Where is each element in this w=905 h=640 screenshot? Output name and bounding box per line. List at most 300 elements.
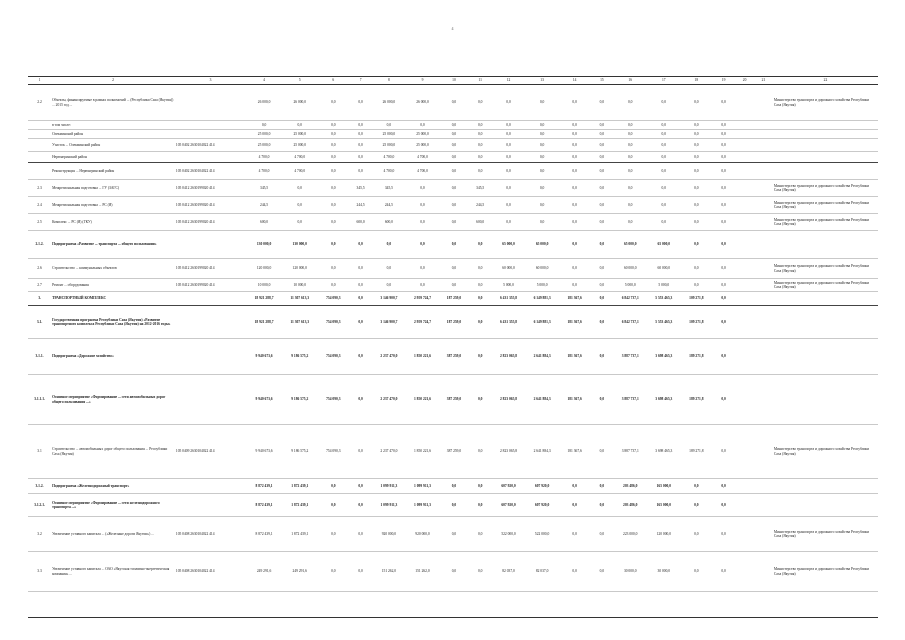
table-cell <box>754 121 773 130</box>
table-cell: 2 823 065,8 <box>492 425 526 479</box>
table-cell: 0,0 <box>559 121 590 130</box>
table-cell <box>28 163 51 180</box>
table-cell: 109 271,8 <box>681 306 712 339</box>
table-cell: 0,0 <box>492 197 526 214</box>
table-cell: 0,0 <box>712 121 735 130</box>
table-cell: 2 641 884,3 <box>525 425 559 479</box>
table-cell: 0,0 <box>439 479 468 494</box>
table-cell: 0,0 <box>439 552 468 592</box>
header-cell: 21 <box>754 77 773 85</box>
table-cell: 165 000,0 <box>647 494 681 517</box>
table-cell: 5 553 465,3 <box>647 292 681 306</box>
table-cell: 920 000,0 <box>406 517 440 552</box>
table-cell <box>735 231 754 259</box>
table-cell: 0,0 <box>492 214 526 231</box>
table-cell: 2 823 065,8 <box>492 375 526 425</box>
table-cell: 3 698 465,3 <box>647 375 681 425</box>
table-cell: 0,0 <box>525 85 559 121</box>
table-cell <box>735 279 754 292</box>
table-cell: Ремонт ... оборудования <box>51 279 175 292</box>
table-cell: 0,0 <box>372 231 406 259</box>
table-cell: 0,0 <box>559 479 590 494</box>
table-cell: 18 921 288,7 <box>246 306 282 339</box>
table-cell <box>754 163 773 180</box>
table-row <box>28 339 878 375</box>
header-cell: 1 <box>28 77 51 85</box>
table-cell: 0,0 <box>681 130 712 139</box>
table-cell: 0,0 <box>349 231 372 259</box>
table-cell <box>735 163 754 180</box>
header-cell: 7 <box>349 77 372 85</box>
table-cell: Министерство транспорта и дорожного хозяйства Республики Саха (Якутия) <box>773 279 878 292</box>
table-cell <box>773 163 878 180</box>
table-cell: 0,0 <box>590 163 613 180</box>
table-cell: 0,0 <box>439 180 468 197</box>
table-cell: 1 872 439,1 <box>282 479 318 494</box>
table-cell: 0,0 <box>439 130 468 139</box>
header-cell: 4 <box>246 77 282 85</box>
table-cell: 0,0 <box>318 517 349 552</box>
table-cell: 3 698 465,3 <box>647 425 681 479</box>
table-cell: 0,0 <box>647 214 681 231</box>
table-cell: 25 000,0 <box>282 130 318 139</box>
table-cell <box>735 306 754 339</box>
table-cell: 0,0 <box>439 163 468 180</box>
table-cell: 607 920,0 <box>492 494 526 517</box>
table-cell: 3.1 <box>28 425 51 479</box>
table-cell: 0,0 <box>712 214 735 231</box>
table-cell: 30 000,0 <box>647 552 681 592</box>
table-cell <box>754 425 773 479</box>
table-cell: 0,0 <box>318 259 349 279</box>
table-cell: 0,0 <box>439 152 468 163</box>
table-cell: Нерюнгринский район <box>51 152 175 163</box>
table-cell: 4 700,0 <box>246 163 282 180</box>
table-row <box>28 163 878 180</box>
table-cell: 60 000,0 <box>647 259 681 279</box>
header-cell: 19 <box>712 77 735 85</box>
table-cell: 754 090,3 <box>318 425 349 479</box>
table-cell: 0,0 <box>372 121 406 130</box>
table-row <box>28 130 878 139</box>
table-cell: 0,0 <box>712 197 735 214</box>
table-cell: 10 000,0 <box>246 279 282 292</box>
table-cell: 3 698 465,3 <box>647 339 681 375</box>
table-cell: 82 037,0 <box>492 552 526 592</box>
table-cell: Министерство транспорта и дорожного хозяйства Республики Саха (Якутия) <box>773 214 878 231</box>
table-cell: 181 367,6 <box>559 306 590 339</box>
table-cell: 0,0 <box>559 139 590 152</box>
table-cell: 6 842 737,1 <box>613 306 647 339</box>
table-cell: 105 0412 2630199020 414 <box>175 279 246 292</box>
table-cell: 0,0 <box>647 121 681 130</box>
table-cell: 0,0 <box>439 259 468 279</box>
table-cell: 2.3 <box>28 180 51 197</box>
table-cell: 65 000,0 <box>492 231 526 259</box>
table-cell: 0,0 <box>613 139 647 152</box>
table-cell: 30 000,0 <box>613 552 647 592</box>
table-cell: 1 099 911,3 <box>372 494 406 517</box>
table-cell: 60 000,0 <box>525 259 559 279</box>
table-cell: 0,0 <box>318 180 349 197</box>
table-cell: Межрегиональная подготовка ... ГУ (ЗАГС) <box>51 180 175 197</box>
table-cell: 6 842 737,1 <box>613 292 647 306</box>
table-cell: 25 000,0 <box>406 139 440 152</box>
table-cell: 9 186 575,2 <box>282 375 318 425</box>
table-cell: 5 000,0 <box>525 279 559 292</box>
table-cell: 5 000,0 <box>613 279 647 292</box>
table-cell: Подпрограмма «Развитие ... транспорта ... общего пользования» <box>51 231 175 259</box>
table-cell: 0,0 <box>439 121 468 130</box>
table-cell: 2 641 884,3 <box>525 339 559 375</box>
table-cell <box>773 479 878 494</box>
table-cell <box>754 259 773 279</box>
table-cell <box>754 130 773 139</box>
table-cell: 130 000,0 <box>246 231 282 259</box>
table-cell: 0,0 <box>406 180 440 197</box>
table-cell: 189 271,8 <box>681 375 712 425</box>
table-cell <box>754 231 773 259</box>
table-cell: 0,0 <box>282 197 318 214</box>
table-cell <box>773 139 878 152</box>
table-cell: 4 700,0 <box>372 163 406 180</box>
table-cell: 0,0 <box>712 180 735 197</box>
table-cell: 10 000,0 <box>282 279 318 292</box>
table-cell: 0,0 <box>349 85 372 121</box>
table-cell: 25 000,0 <box>246 139 282 152</box>
table-cell <box>175 479 246 494</box>
table-cell: 0,0 <box>681 85 712 121</box>
table-cell: 345,5 <box>469 180 492 197</box>
table-cell: 0,0 <box>681 197 712 214</box>
table-cell: 0,0 <box>469 121 492 130</box>
table-cell: 0,0 <box>525 197 559 214</box>
header-cell: 20 <box>735 77 754 85</box>
table-cell: 0,0 <box>469 231 492 259</box>
table-cell: 0,0 <box>590 130 613 139</box>
table-cell: 0,0 <box>712 552 735 592</box>
table-cell: 387 259,0 <box>439 425 468 479</box>
table-cell: 0,0 <box>681 152 712 163</box>
table-cell: Комплекс ... РС (Я) (ГКУ) <box>51 214 175 231</box>
table-cell <box>28 121 51 130</box>
table-cell: Министерство транспорта и дорожного хозяйства Республики Саха (Якутия) <box>773 552 878 592</box>
table-cell: 0,0 <box>613 121 647 130</box>
header-cell: 5 <box>282 77 318 85</box>
table-cell: 0,0 <box>469 279 492 292</box>
table-cell: 0,0 <box>439 517 468 552</box>
table-row <box>28 152 878 163</box>
table-row <box>28 306 878 339</box>
table-cell: 0,0 <box>590 292 613 306</box>
table-cell: 0,0 <box>469 163 492 180</box>
table-cell: 0,0 <box>349 163 372 180</box>
table-cell: 0,0 <box>349 139 372 152</box>
table-cell: 0,0 <box>712 279 735 292</box>
table-cell: 25 000,0 <box>406 130 440 139</box>
table-cell: 0,0 <box>613 85 647 121</box>
table-cell: 0,0 <box>712 375 735 425</box>
table-cell: 3 887 737,1 <box>613 375 647 425</box>
table-cell: 0,0 <box>469 306 492 339</box>
table-cell: 600,0 <box>372 214 406 231</box>
table-cell: 120 000,0 <box>647 517 681 552</box>
header-row <box>28 77 878 85</box>
table-cell: 0,0 <box>559 259 590 279</box>
table-cell <box>175 306 246 339</box>
table-cell: 0,0 <box>559 85 590 121</box>
table-cell: 600,0 <box>349 214 372 231</box>
table-cell <box>175 339 246 375</box>
table-cell: Увеличение уставного капитала ... ОАО «Якутская топливно-энергетическая компания» ... <box>51 552 175 592</box>
header-cell: 10 <box>439 77 468 85</box>
table-cell: 2 237 470,0 <box>372 425 406 479</box>
table-cell: 0,0 <box>712 517 735 552</box>
table-cell <box>773 121 878 130</box>
table-cell: 0,0 <box>647 139 681 152</box>
table-cell: Объекты, финансируемые в рамках полномочий ... (Республики Саха (Якутия)) ... 2015 год ... <box>51 85 175 121</box>
table-cell <box>773 375 878 425</box>
table-row <box>28 279 878 292</box>
table-cell <box>773 339 878 375</box>
table-cell: 9 940 673,6 <box>246 339 282 375</box>
table-cell <box>735 152 754 163</box>
table-cell: 0,0 <box>469 425 492 479</box>
table-cell <box>754 339 773 375</box>
table-row <box>28 121 878 130</box>
table-row <box>28 214 878 231</box>
table-cell: 0,0 <box>590 259 613 279</box>
table-cell: 189 271,8 <box>681 339 712 375</box>
table-cell: 4 700,0 <box>246 152 282 163</box>
table-cell: 522 000,0 <box>492 517 526 552</box>
table-cell: 0,0 <box>681 231 712 259</box>
table-cell: 0,0 <box>349 121 372 130</box>
table-cell: 0,0 <box>525 180 559 197</box>
table-cell: 0,0 <box>647 197 681 214</box>
table-cell: 105 0412 2630199020 414 <box>175 259 246 279</box>
table-cell <box>735 85 754 121</box>
table-cell: 25 000,0 <box>282 139 318 152</box>
table-cell: Министерство транспорта и дорожного хозяйства Республики Саха (Якутия) <box>773 259 878 279</box>
table-cell <box>773 231 878 259</box>
table-cell: 105 0412 2630199020 414 <box>175 180 246 197</box>
table-cell <box>773 292 878 306</box>
table-cell: 0,0 <box>590 121 613 130</box>
table-cell <box>735 425 754 479</box>
table-cell: 0,0 <box>372 259 406 279</box>
table-cell: 3 887 737,1 <box>613 339 647 375</box>
table-cell: 1 099 911,3 <box>406 479 440 494</box>
table-cell: 5 553 465,3 <box>647 306 681 339</box>
header-cell: 14 <box>559 77 590 85</box>
table-cell: 0,0 <box>318 552 349 592</box>
table-cell: 0,0 <box>492 85 526 121</box>
table-cell: 607 920,0 <box>525 494 559 517</box>
table-cell <box>754 306 773 339</box>
table-cell: 0,0 <box>349 259 372 279</box>
table-cell: 18 921 288,7 <box>246 292 282 306</box>
table-cell: 0,0 <box>318 197 349 214</box>
table-cell <box>754 180 773 197</box>
table-cell <box>773 494 878 517</box>
page-number: 4 <box>451 26 454 31</box>
table-cell: 1 872 439,1 <box>282 494 318 517</box>
table-cell: 0,0 <box>318 139 349 152</box>
table-cell: 3.1.2. <box>28 479 51 494</box>
table-cell: 11 307 613,3 <box>282 292 318 306</box>
table-cell: 6 149 881,3 <box>525 306 559 339</box>
table-cell: 0,0 <box>318 494 349 517</box>
table-cell: 0,0 <box>590 479 613 494</box>
table-cell: 181 367,6 <box>559 339 590 375</box>
header-cell: 17 <box>647 77 681 85</box>
table-cell: 65 000,0 <box>613 231 647 259</box>
table-cell <box>175 85 246 121</box>
table-cell: 600,0 <box>469 214 492 231</box>
table-cell: Подпрограмма «Железнодорожный транспорт» <box>51 479 175 494</box>
table-cell: 0,0 <box>590 517 613 552</box>
header-cell: 3 <box>175 77 246 85</box>
header-cell: 9 <box>406 77 440 85</box>
table-cell: 2 959 724,7 <box>406 292 440 306</box>
table-row <box>28 85 878 121</box>
table-cell <box>754 197 773 214</box>
table-cell: 3.3 <box>28 552 51 592</box>
table-cell: 387 259,0 <box>439 375 468 425</box>
table-cell: 0,0 <box>681 552 712 592</box>
table-cell: Основное мероприятие «Формирование ... сети железнодорожного транспорта ...» <box>51 494 175 517</box>
table-cell: 0,0 <box>525 139 559 152</box>
table-cell: 0,0 <box>492 139 526 152</box>
table-cell <box>175 375 246 425</box>
table-cell: 0,0 <box>712 130 735 139</box>
table-cell <box>754 139 773 152</box>
table-cell: Государственная программа Республики Саха (Якутия) «Развитие транспортного комплекса Республики Саха (Якутия) на 2012-2016 годы» <box>51 306 175 339</box>
table-cell: 0,0 <box>525 214 559 231</box>
table-cell: 0,0 <box>590 306 613 339</box>
table-cell: 0,0 <box>681 139 712 152</box>
header-cell: 6 <box>318 77 349 85</box>
table-cell: 0,0 <box>469 259 492 279</box>
table-cell <box>735 130 754 139</box>
table-cell: 0,0 <box>613 197 647 214</box>
table-cell: 0,0 <box>318 85 349 121</box>
table-cell: 65 000,0 <box>647 231 681 259</box>
table-cell <box>754 494 773 517</box>
table-cell: 0,0 <box>246 121 282 130</box>
table-cell: 0,0 <box>349 292 372 306</box>
table-cell: 5 000,0 <box>647 279 681 292</box>
table-cell: Министерство транспорта и дорожного хозяйства Республики Саха (Якутия) <box>773 85 878 121</box>
budget-table <box>28 77 878 592</box>
header-cell: 22 <box>773 77 878 85</box>
table-cell: 2.5 <box>28 214 51 231</box>
table-cell: 0,0 <box>647 163 681 180</box>
table-cell: 920 000,0 <box>372 517 406 552</box>
table-cell: 8 872 439,1 <box>246 517 282 552</box>
table-cell: 0,0 <box>613 214 647 231</box>
table-cell: 26 000,0 <box>406 85 440 121</box>
table-cell: 105 0408 2630104022 414 <box>175 552 246 592</box>
table-cell: 0,0 <box>525 163 559 180</box>
table-cell <box>754 85 773 121</box>
table-cell: 2.6 <box>28 259 51 279</box>
table-cell: в том числе: <box>51 121 175 130</box>
table-cell: Участок ... Олекминский район <box>51 139 175 152</box>
table-cell: 105 0409 2630104022 414 <box>175 425 246 479</box>
table-cell <box>735 197 754 214</box>
table-row <box>28 375 878 425</box>
table-cell: 1 872 439,1 <box>282 517 318 552</box>
table-cell: 0,0 <box>590 231 613 259</box>
table-cell: 0,0 <box>349 339 372 375</box>
table-cell: 11 307 613,3 <box>282 306 318 339</box>
table-cell: 0,0 <box>590 494 613 517</box>
table-cell <box>175 152 246 163</box>
table-cell: 3 146 900,7 <box>372 292 406 306</box>
table-cell: 0,0 <box>318 231 349 259</box>
table-cell: 0,0 <box>559 552 590 592</box>
table-cell: 223 000,0 <box>613 517 647 552</box>
table-cell: 0,0 <box>681 163 712 180</box>
header-cell: 11 <box>469 77 492 85</box>
table-cell <box>735 139 754 152</box>
table-cell: 0,0 <box>559 130 590 139</box>
table-cell: 387 259,0 <box>439 339 468 375</box>
table-cell: 0,0 <box>349 130 372 139</box>
table-row <box>28 494 878 517</box>
table-cell: 754 090,3 <box>318 339 349 375</box>
table-cell <box>735 259 754 279</box>
table-cell: 0,0 <box>613 152 647 163</box>
table-cell: Министерство транспорта и дорожного хозяйства Республики Саха (Якутия) <box>773 197 878 214</box>
table-cell: 600,0 <box>246 214 282 231</box>
table-cell: 0,0 <box>406 259 440 279</box>
table-cell: 4 700,0 <box>282 152 318 163</box>
table-cell: 0,0 <box>559 494 590 517</box>
table-cell: 0,0 <box>492 180 526 197</box>
table-row <box>28 517 878 552</box>
table-cell: 0,0 <box>559 163 590 180</box>
table-cell: 0,0 <box>525 130 559 139</box>
table-cell: 105 0412 2630199020 414 <box>175 214 246 231</box>
table-cell: 105 0412 2630199020 414 <box>175 197 246 214</box>
table-cell: 25 000,0 <box>246 130 282 139</box>
table-cell: 187 259,0 <box>439 292 468 306</box>
table-cell <box>175 231 246 259</box>
table-cell: 244,5 <box>349 197 372 214</box>
table-cell: 0,0 <box>439 279 468 292</box>
table-cell: 0,0 <box>406 197 440 214</box>
table-cell <box>754 375 773 425</box>
table-cell: 189 271,8 <box>681 425 712 479</box>
table-cell: 0,0 <box>282 121 318 130</box>
table-cell: 607 920,0 <box>525 479 559 494</box>
table-cell: 0,0 <box>525 152 559 163</box>
table-cell: 181 367,6 <box>559 375 590 425</box>
table-cell: 0,0 <box>559 231 590 259</box>
table-cell: 244,5 <box>246 197 282 214</box>
table-cell <box>754 214 773 231</box>
table-cell: 0,0 <box>406 231 440 259</box>
table-cell: 2.4 <box>28 197 51 214</box>
table-cell: 0,0 <box>590 85 613 121</box>
table-cell: 0,0 <box>469 517 492 552</box>
table-cell: 5 000,0 <box>492 279 526 292</box>
table-cell: 4 700,0 <box>406 163 440 180</box>
table-cell: 3. <box>28 292 51 306</box>
